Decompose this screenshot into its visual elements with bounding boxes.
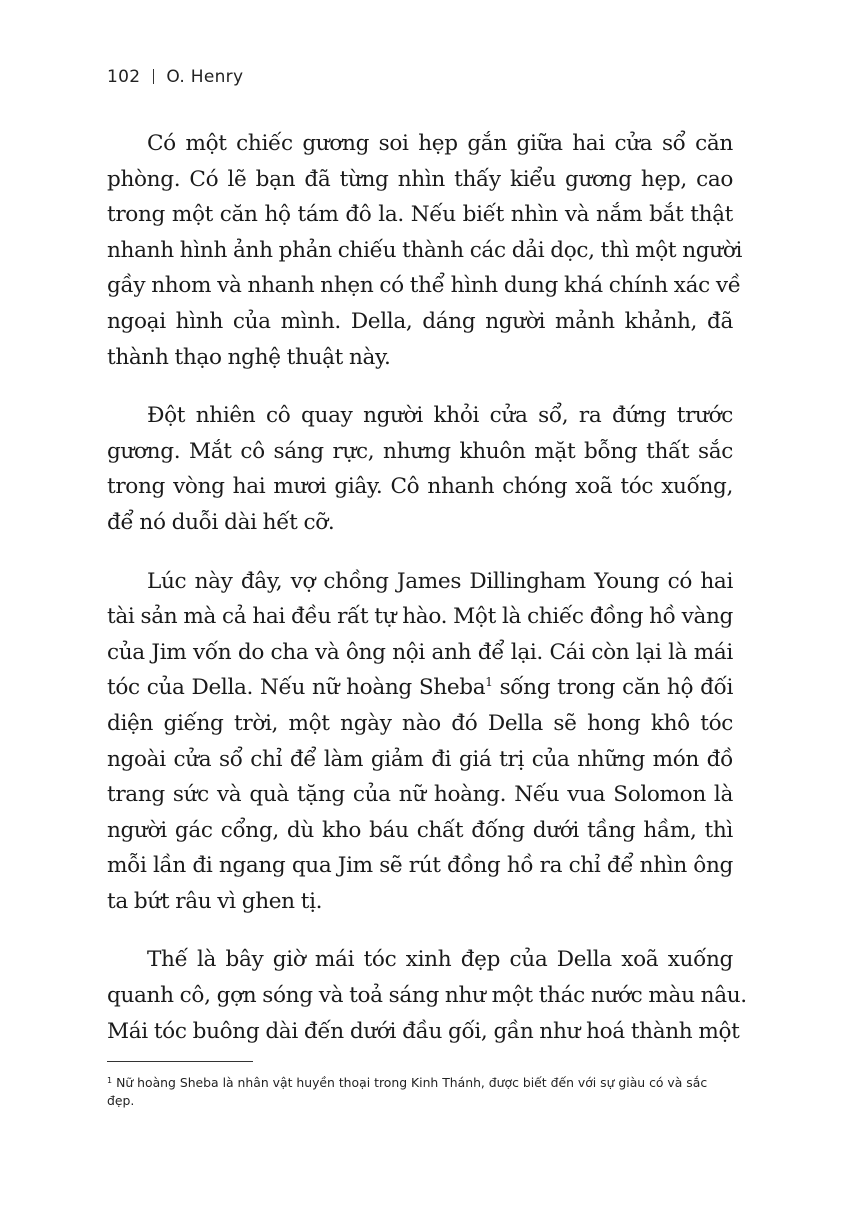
text-line: ngoài cửa sổ chỉ để làm giảm đi giá trị của những món đồ (107, 746, 733, 772)
text-line: diện giếng trời, một ngày nào đó Della sẽ hong khô tóc (107, 710, 733, 736)
text-line: tài sản mà cả hai đều rất tự hào. Một là chiếc đồng hồ vàng (107, 604, 733, 630)
text-line: trong vòng hai mươi giây. Cô nhanh chóng xoã tóc xuống, (107, 474, 733, 500)
text-line: ngoại hình của mình. Della, dáng người mảnh khảnh, đã (107, 308, 733, 334)
text-line: nhanh hình ảnh phản chiếu thành các dải dọc, thì một người (107, 237, 743, 263)
footnote-divider (107, 1061, 253, 1062)
text-line: quanh cô, gợn sóng và toả sáng như một thác nước màu nâu. (107, 983, 747, 1009)
footnote-text: Nữ hoàng Sheba là nhân vật huyền thoại trong Kinh Thánh, được biết đến với sự giàu có và sắc đẹp. (107, 1075, 708, 1108)
footnote-marker: 1 (485, 675, 493, 690)
text-line: Thế là bây giờ mái tóc xinh đẹp của Della xoã xuống (147, 947, 733, 973)
author-name: O. Henry (166, 67, 244, 87)
paragraph-4 (107, 942, 747, 1049)
header-separator (153, 69, 154, 84)
paragraph-3 (107, 564, 733, 920)
text-line: mỗi lần đi ngang qua Jim sẽ rút đồng hồ ra chỉ để nhìn ông (107, 853, 733, 879)
paragraph-2 (107, 398, 733, 540)
text-line: Đột nhiên cô quay người khỏi cửa sổ, ra đứng trước (147, 403, 733, 429)
text-line: gầy nhom và nhanh nhẹn có thể hình dung khá chính xác về (107, 273, 741, 299)
text-line: trong một căn hộ tám đô la. Nếu biết nhìn và nắm bắt thật (107, 202, 733, 228)
text-line: Lúc này đây, vợ chồng James Dillingham Young có hai (147, 568, 733, 594)
text-line-with-footnote (107, 670, 733, 706)
text-line: phòng. Có lẽ bạn đã từng nhìn thấy kiểu gương hẹp, cao (107, 166, 733, 192)
body-text (107, 126, 747, 1072)
text-line: người gác cổng, dù kho báu chất đống dưới tầng hầm, thì (107, 817, 733, 843)
text-line: Mái tóc buông dài đến dưới đầu gối, gần như hoá thành một (107, 1018, 740, 1044)
text-line: trang sức và quà tặng của nữ hoàng. Nếu vua Solomon là (107, 782, 733, 808)
text-segment: sống trong căn hộ đối (492, 675, 733, 701)
text-line: Có một chiếc gương soi hẹp gắn giữa hai cửa sổ căn (147, 131, 733, 156)
text-line: thành thạo nghệ thuật này. (107, 344, 391, 370)
text-line: để nó duỗi dài hết cỡ. (107, 509, 335, 535)
text-segment: tóc của Della. Nếu nữ hoàng Sheba (107, 675, 486, 701)
text-line: ta bứt râu vì ghen tị. (107, 888, 323, 914)
paragraph-1 (107, 126, 743, 375)
text-line: của Jim vốn do cha và ông nội anh để lại. Cái còn lại là mái (107, 639, 733, 665)
footnote-number: 1 (107, 1076, 113, 1085)
running-head (107, 67, 243, 87)
text-line: gương. Mắt cô sáng rực, nhưng khuôn mặt bỗng thất sắc (107, 438, 733, 464)
page-number: 102 (107, 67, 141, 87)
footnote (107, 1074, 733, 1109)
